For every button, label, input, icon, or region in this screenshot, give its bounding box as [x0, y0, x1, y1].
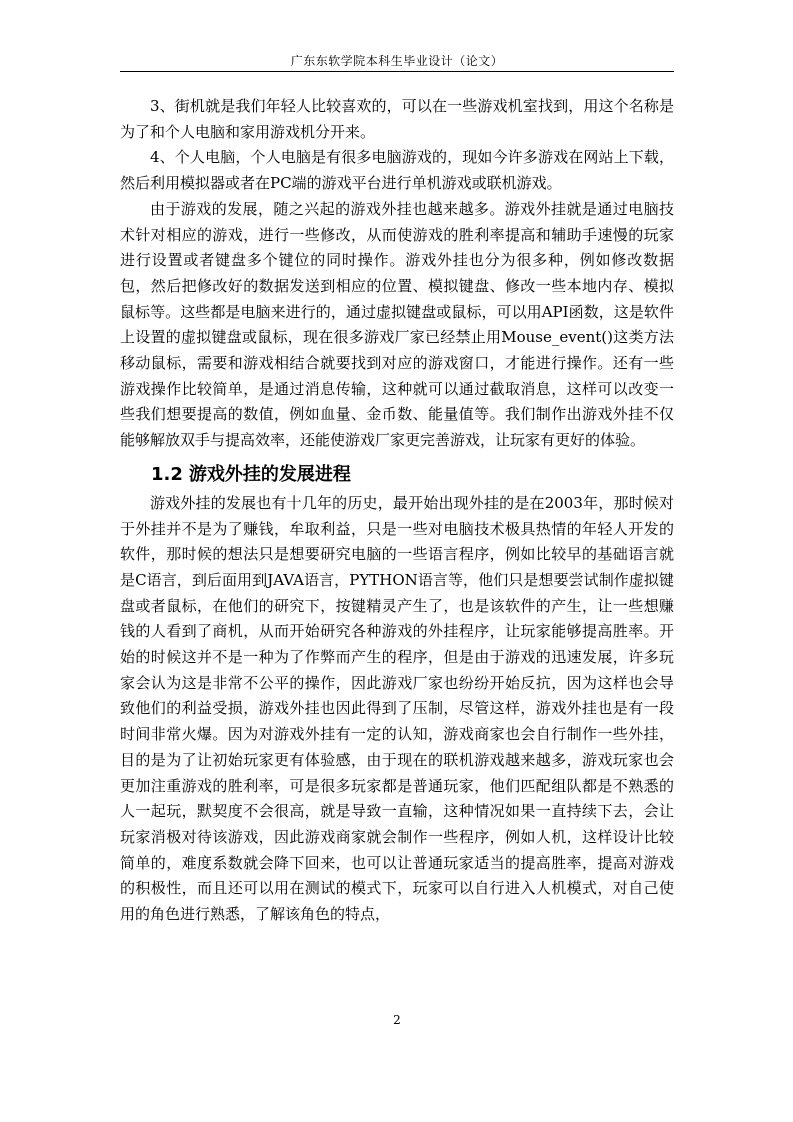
section-number: 1.2 — [151, 463, 183, 485]
section-heading — [120, 460, 674, 490]
page-header: 广东东软学院本科生毕业设计（论文） — [290, 54, 504, 68]
paragraph-game-cheats-intro: 由于游戏的发展，随之兴起的游戏外挂也越来越多。游戏外挂就是通过电脑技术针对相应的游戏，进行一些修改，从而使游戏的胜利率提高和辅助手速慢的玩家进行设置或者键盘多个键位的同时操作。游戏外挂也分为很多种，例如修改数据包，然后把修改好的数据发送到相应的位置、模拟键盘、修改一些本地内存、模拟鼠标等。这些都是电脑来进行的，通过虚拟键盘或鼠标，可以用API函数，这是软件上设置的虚拟键盘或鼠标，现在很多游戏厂家已经禁止用Mouse_event()这类方法移动鼠标，需要和游戏相结合就要找到对应的游戏窗口，才能进行操作。还有一些游戏操作比较简单，是通过消息传输，这种就可以通过截取消息，这样可以改变一些我们想要提高的数值，例如血量、金币数、能量值等。我们制作出游戏外挂不仅能够解放双手与提高效率，还能使游戏厂家更完善游戏，让玩家有更好的体验。 — [120, 199, 674, 450]
paragraph-pc: 4、个人电脑，个人电脑是有很多电脑游戏的，现如今许多游戏在网站上下载，然后利用模拟器或者在PC端的游戏平台进行单机游戏或联机游戏。 — [120, 148, 674, 193]
page-number: 2 — [393, 1013, 401, 1027]
paragraph-arcade: 3、街机就是我们年轻人比较喜欢的，可以在一些游戏机室找到，用这个名称是为了和个人电脑和家用游戏机分开来。 — [120, 97, 674, 141]
page-body — [120, 94, 674, 928]
header-divider — [120, 71, 674, 72]
paragraph-cheat-history: 游戏外挂的发展也有十几年的历史，最开始出现外挂的是在2003年，那时候对于外挂并不是为了赚钱，牟取利益，只是一些对电脑技术极具热情的年轻人开发的软件，那时候的想法只是想要研究电脑的一些语言程序，例如比较早的基础语言就是C语言，到后面用到JAVA语言，PYTHON语言等，他们只是想要尝试制作虚拟键盘或者鼠标，在他们的研究下，按键精灵产生了，也是该软件的产生，让一些想赚钱的人看到了商机，从而开始研究各种游戏的外挂程序，让玩家能够提高胜率。开始的时候这并不是一种为了作弊而产生的程序，但是由于游戏的迅速发展，许多玩家会认为这是非常不公平的操作，因此游戏厂家也纷纷开始反抗，因为这样也会导致他们的利益受损，游戏外挂也因此得到了压制，尽管这样，游戏外挂也是有一段时间非常火爆。因为对游戏外挂有一定的认知，游戏商家也会自行制作一些外挂，目的是为了让初始玩家更有体验感，由于现在的联机游戏越来越多，游戏玩家也会更加注重游戏的胜利率，可是很多玩家都是普通玩家，他们匹配组队都是不熟悉的人一起玩，默契度不会很高，就是导致一直输，这种情况如果一直持续下去，会让玩家消极对待该游戏，因此游戏商家就会制作一些程序，例如人机，这样设计比较简单的，难度系数就会降下回来，也可以让普通玩家适当的提高胜率，提高对游戏的积极性，而且还可以用在测试的模式下，玩家可以自行进入人机模式，对自己使用的角色进行熟悉，了解该角色的特点， — [120, 493, 674, 924]
section-title: 游戏外挂的发展进程 — [188, 463, 351, 485]
